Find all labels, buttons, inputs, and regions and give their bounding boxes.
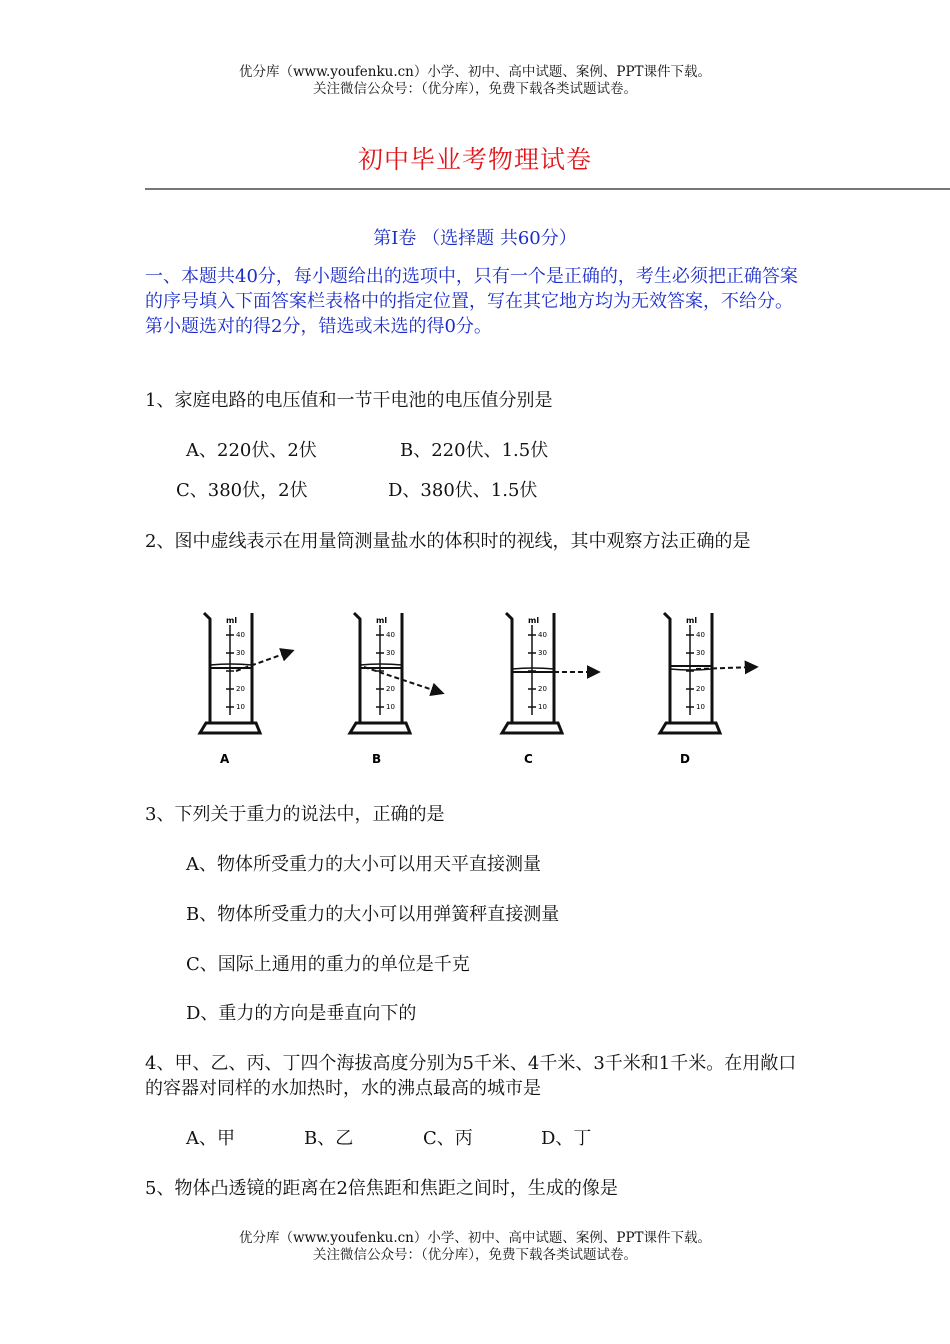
- cylinder-d: [660, 613, 756, 766]
- cylinder-figure: [180, 605, 800, 775]
- tick-label: 30: [236, 649, 245, 657]
- cylinder-a: [200, 613, 292, 766]
- footer-line-1: 优分库（www.youfenku.cn）小学、初中、高中试题、案例、PPT课件下载。: [238, 1230, 712, 1246]
- tick-label: 10: [386, 703, 395, 711]
- question-4-option-b: B、乙: [304, 1128, 354, 1149]
- label-c: C: [524, 752, 533, 766]
- label-a: A: [220, 752, 230, 766]
- tick-label: 40: [696, 631, 705, 639]
- question-1-option-d: D、380伏、1.5伏: [388, 480, 538, 501]
- question-5-stem: 5、物体凸透镜的距离在2倍焦距和焦距之间时，生成的像是: [145, 1178, 618, 1199]
- tick-label: 10: [236, 703, 245, 711]
- tick-label: 20: [696, 685, 705, 693]
- question-3-option-c: C、国际上通用的重力的单位是千克: [186, 954, 470, 975]
- page-header: [0, 64, 950, 98]
- page-title: 初中毕业考物理试卷: [357, 145, 592, 174]
- tick-label: 40: [236, 631, 245, 639]
- tick-label: 20: [538, 685, 547, 693]
- question-3-stem: 3、下列关于重力的说法中，正确的是: [145, 804, 445, 825]
- unit-label: ml: [528, 616, 540, 625]
- question-1-option-b: B、220伏、1.5伏: [400, 440, 549, 461]
- question-1-option-c: C、380伏，2伏: [176, 480, 308, 501]
- cylinder-c: [502, 613, 598, 766]
- title-divider: [145, 188, 950, 190]
- unit-label: ml: [376, 616, 388, 625]
- question-4-option-a: A、甲: [186, 1128, 235, 1149]
- question-4-option-c: C、丙: [423, 1128, 473, 1149]
- question-4-option-d: D、丁: [541, 1128, 592, 1149]
- tick-label: 10: [696, 703, 705, 711]
- tick-label: 30: [696, 649, 705, 657]
- question-2-stem: 2、图中虚线表示在用量筒测量盐水的体积时的视线，其中观察方法正确的是: [145, 531, 751, 552]
- label-b: B: [372, 752, 382, 766]
- instructions: 一、本题共40分，每小题给出的选项中，只有一个是正确的，考生必须把正确答案的序号填入下面答案栏表格中的指定位置，写在其它地方均为无效答案，不给分。第小题选对的得2分，错选或未选的得0分。: [145, 266, 798, 337]
- footer-line-2: 关注微信公众号：（优分库），免费下载各类试题试卷。: [313, 1247, 637, 1263]
- page-footer: [0, 1230, 950, 1264]
- tick-label: 30: [538, 649, 547, 657]
- header-line-2: 关注微信公众号：（优分库），免费下载各类试题试卷。: [313, 81, 637, 97]
- header-line-1: 优分库（www.youfenku.cn）小学、初中、高中试题、案例、PPT课件下载。: [238, 64, 712, 80]
- question-1-stem: 1、家庭电路的电压值和一节干电池的电压值分别是: [145, 390, 553, 411]
- tick-label: 10: [538, 703, 547, 711]
- tick-label: 40: [386, 631, 395, 639]
- question-1-option-a: A、220伏、2伏: [186, 440, 317, 461]
- question-3-option-b: B、物体所受重力的大小可以用弹簧秤直接测量: [186, 904, 560, 925]
- question-3-option-a: A、物体所受重力的大小可以用天平直接测量: [186, 854, 541, 875]
- tick-label: 20: [236, 685, 245, 693]
- tick-label: 20: [386, 685, 395, 693]
- unit-label: ml: [686, 616, 698, 625]
- question-3-option-d: D、重力的方向是垂直向下的: [186, 1003, 417, 1024]
- question-4-stem: 4、甲、乙、丙、丁四个海拔高度分别为5千米、4千米、3千米和1千米。在用敞口的容器对同样的水加热时，水的沸点最高的城市是: [145, 1053, 797, 1099]
- cylinder-b: [350, 613, 442, 766]
- tick-label: 40: [538, 631, 547, 639]
- unit-label: ml: [226, 616, 238, 625]
- section-title: 第Ⅰ卷 （选择题 共60分）: [373, 228, 577, 249]
- tick-label: 30: [386, 649, 395, 657]
- label-d: D: [680, 752, 690, 766]
